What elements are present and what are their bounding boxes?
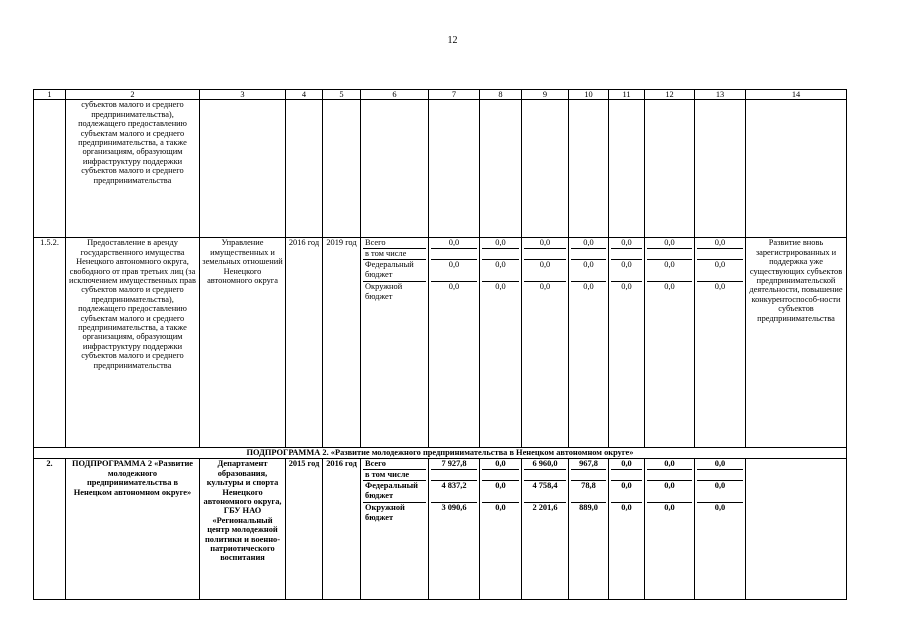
value-cell: 0,0 [571,260,606,282]
program-table [33,89,847,600]
value-cell: 6 960,0 [524,459,566,470]
value-cell: 0,0 [697,459,743,470]
value-cell: 0,0 [664,282,675,292]
value-col-11 [609,238,645,448]
measure-name: Предоставление в аренду государственного имущества Ненецкого автономного округа, свободного от прав третьих лиц (за исключением имущественных прав субъектов малого и среднего предпринимательства), подлежащего предоставлению субъектам малого и среднего предпринимательства, а также организациям, образующим инфраструктуру поддержки субъектов малого и среднего предпринимательства [66,238,200,448]
value-cell: 0,0 [697,481,743,503]
item-number: 2. [34,459,66,600]
value-col-10 [569,238,609,448]
col-number: 10 [569,90,609,100]
executor: Департамент образования, культуры и спорта Ненецкого автономного округа, ГБУ НАО «Региональный центр молодежной политики и военно-патриотического воспитания [200,459,286,600]
value-cell: 0,0 [482,459,519,470]
value-cell: 0,0 [647,260,692,282]
subprogram-title: ПОДПРОГРАММА 2. «Развитие молодежного предпринимательства в Ненецком автономном округе» [34,448,847,459]
value-cell: 0,0 [571,238,606,249]
value-cell: 0,0 [611,481,642,503]
funding-sources [361,459,429,600]
value-col-8 [480,459,522,600]
value-cell [571,249,606,260]
executor: Управление имущественных и земельных отношений Ненецкого автономного округа [200,238,286,448]
value-cell [571,470,606,481]
col-number: 9 [522,90,569,100]
value-cell: 0,0 [482,260,519,282]
value-cell: 0,0 [524,238,566,249]
value-cell: 78,8 [571,481,606,503]
value-cell: 0,0 [495,282,506,292]
value-cell: 0,0 [611,238,642,249]
start-year: 2015 год [286,459,323,600]
value-cell: 889,0 [579,503,598,513]
col-number: 1 [34,90,66,100]
source-regional: Окружной бюджет [365,282,403,301]
col-number: 2 [66,90,200,100]
value-cell: 0,0 [524,260,566,282]
value-col-13 [695,459,746,600]
col-number: 12 [645,90,695,100]
table-row-1-5-2 [34,238,847,448]
table-row-continuation [34,100,847,238]
value-cell: 0,0 [482,481,519,503]
col-number: 14 [746,90,847,100]
value-cell [697,470,743,481]
col-number: 4 [286,90,323,100]
value-cell: 0,0 [697,260,743,282]
value-cell [697,249,743,260]
col-number: 13 [695,90,746,100]
value-cell: 0,0 [583,282,594,292]
value-cell [431,249,477,260]
value-cell [611,470,642,481]
source-federal: Федеральный бюджет [363,260,426,282]
end-year: 2019 год [323,238,361,448]
value-cell: 0,0 [431,238,477,249]
value-cell: 0,0 [714,503,726,513]
value-cell: 0,0 [621,503,632,513]
value-cell: 4 758,4 [524,481,566,503]
col-number: 6 [361,90,429,100]
value-cell [524,470,566,481]
source-including: в том числе [363,470,426,481]
value-cell: 2 201,6 [532,503,558,513]
source-federal: Федеральный бюджет [363,481,426,503]
expected-result: Развитие вновь зарегистрированных и поддержка уже существующих субъектов предпринимательской деятельности, повышение конкурентоспособ-ности субъектов предпринимательства [746,238,847,448]
value-col-9 [522,459,569,600]
value-cell: 0,0 [482,238,519,249]
value-cell: 0,0 [611,260,642,282]
value-cell [647,470,692,481]
table-row-subprogram [34,448,847,459]
value-col-12 [645,459,695,600]
value-cell [482,249,519,260]
value-cell: 967,8 [571,459,606,470]
value-col-10 [569,459,609,600]
value-cell: 0,0 [647,459,692,470]
value-col-13 [695,238,746,448]
value-cell: 0,0 [664,503,675,513]
start-year: 2016 год [286,238,323,448]
value-cell [611,249,642,260]
value-cell: 0,0 [714,282,726,292]
value-cell: 0,0 [647,238,692,249]
value-cell [482,470,519,481]
col-number: 5 [323,90,361,100]
col-number: 11 [609,90,645,100]
value-cell: 0,0 [495,503,506,513]
end-year: 2016 год [323,459,361,600]
source-total: Всего [363,459,426,470]
page-number: 12 [447,35,458,46]
value-col-7 [429,238,480,448]
col-number: 8 [480,90,522,100]
value-cell: 0,0 [611,459,642,470]
value-col-9 [522,238,569,448]
measure-name: ПОДПРОГРАММА 2 «Развитие молодежного предпринимательства в Ненецком автономном округе» [66,459,200,600]
value-cell: 0,0 [621,282,632,292]
value-cell: 7 927,8 [431,459,477,470]
funding-sources [361,238,429,448]
value-cell: 0,0 [448,282,460,292]
value-cell: 0,0 [431,260,477,282]
expected-result [746,459,847,600]
value-col-8 [480,238,522,448]
col-number: 7 [429,90,480,100]
col-number: 3 [200,90,286,100]
source-regional: Окружной бюджет [365,503,405,522]
value-cell [647,249,692,260]
source-total: Всего [363,238,426,249]
value-cell: 0,0 [647,481,692,503]
value-cell: 0,0 [697,238,743,249]
item-number: 1.5.2. [34,238,66,448]
value-cell [524,249,566,260]
value-cell: 0,0 [539,282,551,292]
value-col-7 [429,459,480,600]
value-cell: 4 837,2 [431,481,477,503]
table-row-2 [34,459,847,600]
value-col-12 [645,238,695,448]
value-cell [431,470,477,481]
value-col-11 [609,459,645,600]
column-number-row [34,90,847,100]
measure-name: субъектов малого и среднего предпринимательства), подлежащего предоставлению субъектам малого и среднего предпринимательства, а также организациям, образующим инфраструктуру поддержки субъектов малого и среднего предпринимательства [66,100,200,238]
source-including: в том числе [363,249,426,260]
value-cell: 3 090,6 [441,503,467,513]
